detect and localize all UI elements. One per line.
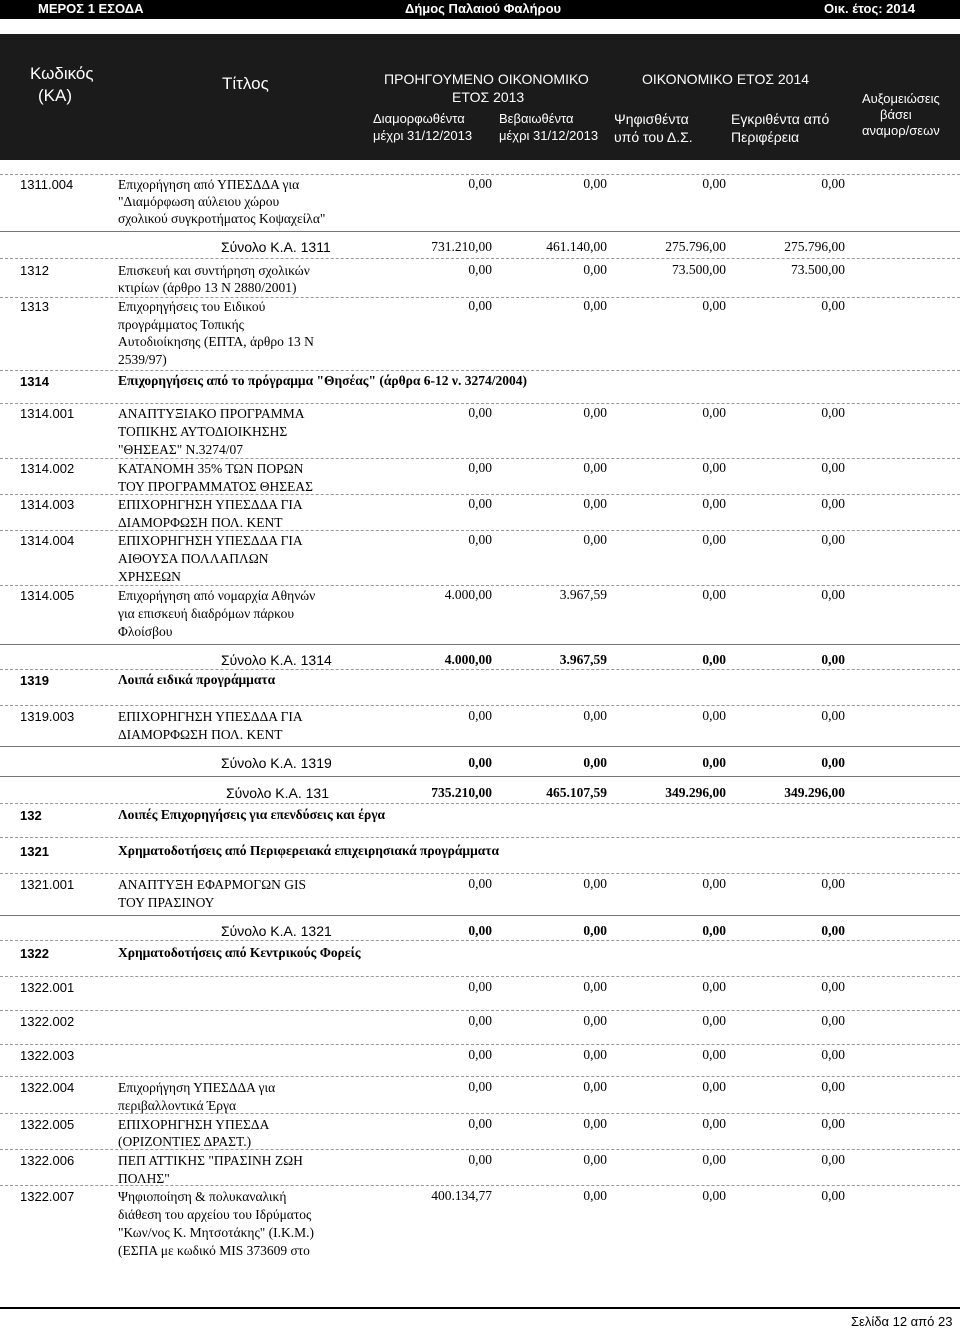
row-title-line: Επιχορήγηση από ΥΠΕΣΔΔΑ για: [118, 177, 300, 192]
value-col4: 0,00: [821, 876, 845, 891]
value-col2: 0,00: [583, 532, 607, 547]
row-code: 1314.005: [20, 588, 75, 603]
value-col2: 0,00: [583, 262, 607, 277]
row-title-line: Επιχορήγηση από νομαρχία Αθηνών: [118, 588, 316, 603]
total-col3: 275.796,00: [665, 239, 726, 254]
row-code: 1322.006: [20, 1153, 75, 1168]
row-divider: [0, 494, 960, 495]
total-col2: 465.107,59: [546, 785, 607, 800]
value-col3: 0,00: [702, 1079, 726, 1094]
total-col2: 461.140,00: [546, 239, 607, 254]
total-col1: 735.210,00: [431, 785, 492, 800]
row-title-line: Επισκευή και συντήρηση σχολικών: [118, 263, 310, 278]
header-col5-3: αναμορ/σεων: [862, 123, 940, 138]
value-col2: 0,00: [583, 1047, 607, 1062]
total-col2: 0,00: [583, 755, 607, 770]
header-code-1: Κωδικός: [30, 64, 94, 83]
header-col2-1: Βεβαιωθέντα: [499, 111, 574, 126]
total-col3: 0,00: [702, 652, 726, 667]
value-col3: 0,00: [702, 405, 726, 420]
value-col1: 0,00: [468, 876, 492, 891]
value-col2: 0,00: [583, 1013, 607, 1028]
row-title-line: Επιχορήγηση ΥΠΕΣΔΔΑ για: [118, 1080, 276, 1095]
group-code: 1319: [20, 673, 49, 688]
value-col3: 0,00: [702, 979, 726, 994]
group-title: Λοιπά ειδικά προγράμματα: [118, 672, 276, 687]
total-divider: [0, 915, 960, 916]
row-divider: [0, 669, 960, 670]
value-col1: 4.000,00: [444, 587, 492, 602]
page-footer: [0, 1307, 960, 1331]
total-label: Σύνολο Κ.Α. 1319: [221, 755, 332, 771]
row-title-line: Ψηφιοποίηση & πολυκαναλική: [118, 1189, 287, 1204]
header-prev-year-1: ΠΡΟΗΓΟΥΜΕΝΟ ΟΙΚΟΝΟΜΙΚΟ: [384, 71, 589, 87]
value-col1: 0,00: [468, 460, 492, 475]
header-code-2: (ΚΑ): [38, 86, 72, 105]
row-title-line: ΤΟΥ ΠΡΟΓΡΑΜΜΑΤΟΣ ΘΗΣΕΑΣ: [118, 479, 314, 494]
value-col3: 0,00: [702, 298, 726, 313]
row-code: 1322.002: [20, 1014, 75, 1029]
row-title-line: ΧΡΗΣΕΩΝ: [118, 569, 181, 584]
value-col2: 0,00: [583, 1152, 607, 1167]
section-label: ΜΕΡΟΣ 1 ΕΣΟΔΑ: [38, 1, 144, 16]
total-col4: 0,00: [821, 923, 845, 938]
value-col4: 0,00: [821, 1047, 845, 1062]
group-title: Επιχορηγήσεις από το πρόγραμμα "Θησέας" (άρθρα 6-12 ν. 3274/2004): [118, 373, 527, 388]
row-divider: [0, 1113, 960, 1114]
value-col1: 0,00: [468, 979, 492, 994]
fiscal-year: Οικ. έτος: 2014: [824, 1, 916, 16]
total-col2: 0,00: [583, 923, 607, 938]
row-code: 1321.001: [20, 877, 75, 892]
row-title-line: "Διαμόρφωση αύλειου χώρου: [118, 194, 280, 209]
value-col3: 0,00: [702, 1116, 726, 1131]
total-col3: 0,00: [702, 923, 726, 938]
row-code: 1314.002: [20, 461, 75, 476]
group-title: Λοιπές Επιχορηγήσεις για επενδύσεις και έργα: [118, 807, 386, 822]
header-col4-2: Περιφέρεια: [731, 129, 800, 145]
row-code: 1322.007: [20, 1189, 75, 1204]
value-col4: 0,00: [821, 405, 845, 420]
row-divider: [0, 1044, 960, 1045]
row-title-line: προγράμματος Τοπικής: [118, 317, 245, 332]
row-divider: [0, 940, 960, 941]
row-title-line: Επιχορηγήσεις του Ειδικού: [118, 299, 266, 314]
row-code: 1322.003: [20, 1048, 75, 1063]
value-col1: 0,00: [468, 708, 492, 723]
row-code: 1313: [20, 299, 49, 314]
row-title-line: (ΟΡΙΖΟΝΤΙΕΣ ΔΡΑΣΤ.): [118, 1134, 252, 1149]
value-col2: 0,00: [583, 708, 607, 723]
value-col3: 0,00: [702, 496, 726, 511]
group-code: 1322: [20, 946, 49, 961]
row-title-line: κτιρίων (άρθρο 13 Ν 2880/2001): [118, 280, 297, 295]
row-divider: [0, 530, 960, 531]
header-col2-2: μέχρι 31/12/2013: [499, 128, 599, 143]
row-title-line: περιβαλλοντικά Έργα: [118, 1098, 237, 1113]
row-title-line: ΚΑΤΑΝΟΜΗ 35% ΤΩΝ ΠΟΡΩΝ: [118, 461, 304, 476]
row-title-line: διάθεση του αρχείου του Ιδρύματος: [118, 1207, 312, 1222]
value-col4: 73.500,00: [791, 262, 845, 277]
header-col5-1: Αυξομειώσεις: [862, 91, 940, 106]
group-title: Χρηματοδοτήσεις από Κεντρικούς Φορείς: [118, 945, 361, 960]
row-code: 1322.004: [20, 1080, 75, 1095]
row-title-line: "Κων/νος Κ. Μητσοτάκης" (Ι.Κ.Μ.): [118, 1225, 315, 1240]
value-col4: 0,00: [821, 708, 845, 723]
row-divider: [0, 258, 960, 259]
value-col3: 0,00: [702, 1188, 726, 1203]
row-divider: [0, 403, 960, 404]
header-col1-1: Διαμορφωθέντα: [373, 111, 465, 126]
row-title-line: ΠΟΛΗΣ": [118, 1171, 170, 1186]
municipality-name: Δήμος Παλαιού Φαλήρου: [405, 1, 562, 16]
value-col3: 0,00: [702, 532, 726, 547]
value-col3: 0,00: [702, 1152, 726, 1167]
value-col1: 400.134,77: [431, 1188, 492, 1203]
value-col4: 0,00: [821, 979, 845, 994]
value-col4: 0,00: [821, 1079, 845, 1094]
row-divider: [0, 976, 960, 977]
value-col3: 0,00: [702, 460, 726, 475]
value-col4: 0,00: [821, 1152, 845, 1167]
value-col2: 0,00: [583, 405, 607, 420]
value-col3: 0,00: [702, 876, 726, 891]
row-code: 1314.004: [20, 533, 75, 548]
row-title-line: ΕΠΙΧΟΡΗΓΗΣΗ ΥΠΕΣΔΔΑ ΓΙΑ: [118, 533, 303, 548]
total-col3: 349.296,00: [665, 785, 726, 800]
row-title-line: για επισκευή διαδρόμων πάρκου: [118, 606, 295, 621]
total-divider: [0, 231, 960, 232]
value-col1: 0,00: [468, 176, 492, 191]
value-col4: 0,00: [821, 1013, 845, 1028]
row-title-line: ΑΝΑΠΤΥΞΗ ΕΦΑΡΜΟΓΩΝ GIS: [118, 877, 306, 892]
value-col3: 73.500,00: [672, 262, 726, 277]
row-divider: [0, 705, 960, 706]
value-col1: 0,00: [468, 1047, 492, 1062]
total-col1: 0,00: [468, 923, 492, 938]
value-col4: 0,00: [821, 1188, 845, 1203]
value-col3: 0,00: [702, 708, 726, 723]
value-col1: 0,00: [468, 532, 492, 547]
value-col1: 0,00: [468, 298, 492, 313]
total-label: Σύνολο Κ.Α. 131: [226, 785, 329, 801]
row-divider: [0, 837, 960, 838]
group-title: Χρηματοδοτήσεις από Περιφερειακά επιχειρησιακά προγράμματα: [118, 843, 500, 858]
group-code: 1314: [20, 374, 49, 389]
value-col2: 0,00: [583, 876, 607, 891]
total-col4: 349.296,00: [784, 785, 845, 800]
group-code: 132: [20, 808, 42, 823]
row-code: 1311.004: [20, 177, 74, 192]
value-col2: 0,00: [583, 1188, 607, 1203]
value-col4: 0,00: [821, 496, 845, 511]
value-col4: 0,00: [821, 176, 845, 191]
value-col4: 0,00: [821, 587, 845, 602]
total-col1: 0,00: [468, 755, 492, 770]
value-col4: 0,00: [821, 532, 845, 547]
row-title-line: 2539/97): [118, 352, 167, 367]
row-title-line: ΑΝΑΠΤΥΞΙΑΚΟ ΠΡΟΓΡΑΜΜΑ: [118, 406, 305, 421]
value-col1: 0,00: [468, 405, 492, 420]
value-col3: 0,00: [702, 1047, 726, 1062]
value-col2: 0,00: [583, 298, 607, 313]
row-title-line: ΕΠΙΧΟΡΗΓΗΣΗ ΥΠΕΣΔΔΑ ΓΙΑ: [118, 497, 303, 512]
row-code: 1319.003: [20, 709, 75, 724]
value-col1: 0,00: [468, 1116, 492, 1131]
value-col1: 0,00: [468, 262, 492, 277]
row-title-line: ΕΠΙΧΟΡΗΓΗΣΗ ΥΠΕΣΔΑ: [118, 1117, 270, 1132]
value-col1: 0,00: [468, 1079, 492, 1094]
row-divider: [0, 585, 960, 586]
row-title-line: Φλοίσβου: [118, 624, 173, 639]
total-col4: 275.796,00: [784, 239, 845, 254]
row-title-line: Αυτοδιοίκησης (ΕΠΤΑ, άρθρο 13 Ν: [118, 334, 314, 349]
value-col2: 0,00: [583, 1079, 607, 1094]
row-title-line: ΑΙΘΟΥΣΑ ΠΟΛΛΑΠΛΩΝ: [118, 551, 269, 566]
row-title-line: ΠΕΠ ΑΤΤΙΚΗΣ "ΠΡΑΣΙΝΗ ΖΩΗ: [118, 1153, 303, 1168]
row-divider: [0, 1010, 960, 1011]
row-title-line: "ΘΗΣΕΑΣ" Ν.3274/07: [118, 442, 243, 457]
row-code: 1322.001: [20, 980, 75, 995]
value-col4: 0,00: [821, 460, 845, 475]
row-divider: [0, 803, 960, 804]
top-bar: [0, 0, 960, 19]
row-code: 1312: [20, 263, 49, 278]
value-col1: 0,00: [468, 1152, 492, 1167]
group-code: 1321: [20, 844, 49, 859]
row-divider: [0, 458, 960, 459]
row-divider: [0, 370, 960, 371]
total-divider: [0, 746, 960, 747]
row-title-line: ΤΟΥ ΠΡΑΣΙΝΟΥ: [118, 895, 215, 910]
header-prev-year-2: ΕΤΟΣ 2013: [452, 89, 525, 105]
total-label: Σύνολο Κ.Α. 1311: [221, 239, 331, 255]
total-label: Σύνολο Κ.Α. 1314: [221, 652, 332, 668]
row-title-line: ΔΙΑΜΟΡΦΩΣΗ ΠΟΛ. ΚΕΝΤ: [118, 515, 283, 530]
row-code: 1314.003: [20, 497, 75, 512]
row-code: 1314.001: [20, 406, 75, 421]
total-col1: 4.000,00: [444, 652, 492, 667]
value-col2: 3.967,59: [559, 587, 607, 602]
header-col3-2: υπό του Δ.Σ.: [614, 129, 693, 145]
page-number: Σελίδα 12 από 23: [851, 1314, 953, 1329]
row-title-line: (ΕΣΠΑ με κωδικό MIS 373609 στο: [118, 1243, 310, 1258]
total-divider: [0, 776, 960, 777]
total-col3: 0,00: [702, 755, 726, 770]
value-col3: 0,00: [702, 176, 726, 191]
row-title-line: ΤΟΠΙΚΗΣ ΑΥΤΟΔΙΟΙΚΗΣΗΣ: [118, 424, 288, 439]
header-col5-2: βάσει: [880, 107, 912, 122]
header-title: Τίτλος: [222, 74, 269, 93]
value-col4: 0,00: [821, 1116, 845, 1131]
value-col4: 0,00: [821, 298, 845, 313]
header-col4-1: Εγκριθέντα από: [731, 111, 830, 127]
row-title-line: σχολικού συγκροτήματος Κοψαχείλα": [118, 211, 326, 226]
value-col2: 0,00: [583, 1116, 607, 1131]
total-divider: [0, 644, 960, 645]
total-col4: 0,00: [821, 652, 845, 667]
row-divider: [0, 873, 960, 874]
value-col2: 0,00: [583, 496, 607, 511]
header-col3-1: Ψηφισθέντα: [614, 111, 689, 127]
total-col1: 731.210,00: [431, 239, 492, 254]
row-divider: [0, 1185, 960, 1186]
row-title-line: ΕΠΙΧΟΡΗΓΗΣΗ ΥΠΕΣΔΔΑ ΓΙΑ: [118, 709, 303, 724]
value-col1: 0,00: [468, 1013, 492, 1028]
row-divider: [0, 174, 960, 175]
row-title-line: ΔΙΑΜΟΡΦΩΣΗ ΠΟΛ. ΚΕΝΤ: [118, 727, 283, 742]
row-divider: [0, 1149, 960, 1150]
value-col3: 0,00: [702, 587, 726, 602]
total-col2: 3.967,59: [559, 652, 607, 667]
value-col2: 0,00: [583, 176, 607, 191]
total-label: Σύνολο Κ.Α. 1321: [221, 923, 332, 939]
value-col1: 0,00: [468, 496, 492, 511]
value-col2: 0,00: [583, 460, 607, 475]
column-header: [0, 34, 960, 160]
row-divider: [0, 1076, 960, 1077]
header-col1-2: μέχρι 31/12/2013: [373, 128, 473, 143]
row-code: 1322.005: [20, 1117, 75, 1132]
value-col2: 0,00: [583, 979, 607, 994]
value-col3: 0,00: [702, 1013, 726, 1028]
header-cur-year: ΟΙΚΟΝΟΜΙΚΟ ΕΤΟΣ 2014: [642, 71, 810, 87]
total-col4: 0,00: [821, 755, 845, 770]
